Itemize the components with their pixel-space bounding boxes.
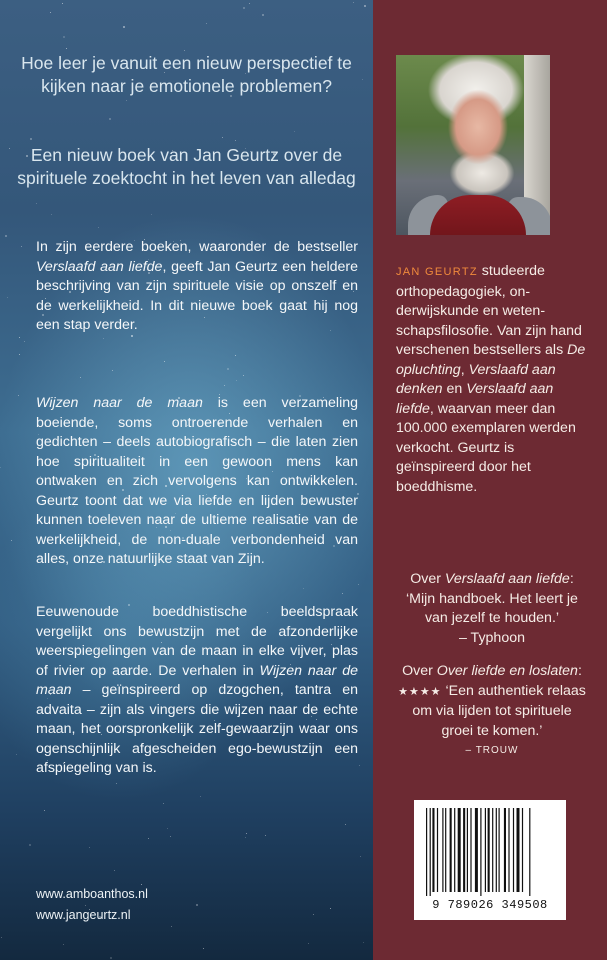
star: [151, 214, 152, 215]
barcode-bar: [445, 808, 446, 892]
star: [116, 783, 117, 784]
barcode-bar: [513, 808, 514, 892]
barcode-bar: [529, 808, 530, 896]
star: [345, 824, 346, 825]
author-url[interactable]: www.jangeurtz.nl: [36, 908, 131, 922]
star: [148, 838, 149, 839]
star: [63, 944, 64, 945]
barcode-bar: [437, 808, 438, 892]
star: [44, 810, 45, 811]
star: [358, 584, 359, 585]
author-name: JAN GEURTZ: [396, 266, 478, 278]
barcode-bar: [442, 808, 443, 892]
star: [18, 395, 19, 396]
barcode-bar: [432, 808, 434, 892]
publisher-url[interactable]: www.amboanthos.nl: [36, 887, 148, 901]
star: [123, 26, 125, 28]
star: [29, 844, 31, 846]
star: [184, 50, 185, 51]
star: [303, 588, 304, 589]
star: [206, 23, 207, 24]
star: [235, 140, 236, 141]
star: [364, 5, 366, 7]
star: [224, 385, 225, 386]
star: [170, 836, 171, 837]
barcode-bars: [424, 808, 556, 896]
barcode: [414, 800, 566, 920]
star-rating-icon: ★★★★: [398, 685, 442, 698]
barcode-bar: [499, 808, 500, 892]
barcode-bar: [492, 808, 493, 892]
barcode-bar: [450, 808, 452, 892]
star: [246, 833, 247, 834]
book-title: Wijzen naar de maan: [36, 662, 358, 698]
star: [11, 540, 12, 541]
star: [359, 765, 360, 766]
star: [109, 118, 111, 120]
barcode-bar: [463, 808, 465, 892]
author-bio: JAN GEURTZ studeerde orthopedagogiek, onderwijskunde en wetenschapsfilosofie. Van zijn hand verschenen bestsellers als De opluchting, Verslaafd aan denken en Verslaafd aan liefde, waarvan meer dan 100.000 exemplaren werden verkocht. Geurtz is geïnspireerd door het boeddhisme.: [396, 263, 586, 495]
star: [114, 870, 115, 871]
star: [63, 36, 65, 38]
star: [30, 138, 32, 140]
star: [112, 370, 113, 371]
barcode-bar: [488, 808, 490, 892]
star: [171, 926, 172, 927]
star: [363, 942, 364, 943]
barcode-bar: [458, 808, 461, 892]
star: [249, 3, 250, 4]
star: [16, 754, 17, 755]
quote-text: ‘Een authentiek relaas om via lijden tot spirituele groei te komen.’: [412, 682, 586, 739]
author-photo: [396, 55, 550, 235]
barcode-bar: [475, 808, 478, 892]
barcode-bar: [522, 808, 523, 892]
website-links: [36, 884, 148, 926]
barcode-bar: [426, 808, 427, 896]
star: [245, 837, 246, 838]
star: [243, 375, 244, 376]
star: [0, 467, 1, 468]
star: [262, 14, 264, 16]
star: [164, 361, 165, 362]
barcode-bar: [467, 808, 468, 892]
star: [294, 131, 295, 132]
star: [1, 937, 2, 938]
star: [227, 368, 229, 370]
star: [21, 246, 22, 247]
barcode-bar: [480, 808, 481, 896]
review-quote-typhoon: Over Verslaafd aan liefde: ‘Mijn handboek. Het leert je van jezelf te houden.’ – Typhoon: [396, 570, 588, 648]
star: [19, 354, 20, 355]
star: [103, 338, 104, 339]
paragraph-imagery: Eeuwenoude boeddhistische beeldspraak vergelijkt ons bewustzijn met de afzonderlijke weerspiegelingen van de maan in elke vijver, plas of rivier op aarde. De verhalen in Wijzen naar de maan – geïnspireerd op dzogchen, tantra en advaita – zijn als vingers die wijzen naar de echte maan, het oorspronkelijk zelf-gewaarzijn waar ons ogenschijnlijk afgescheiden ego-bewustzijn een afspiegeling van is.: [36, 604, 358, 776]
barcode-bar: [517, 808, 520, 892]
barcode-bar: [504, 808, 506, 892]
book-title: Wijzen naar de maan: [36, 395, 203, 411]
star: [265, 835, 266, 836]
review-quote-trouw: Over Over liefde en loslaten: ★★★★ ‘Een authentiek relaas om via lijden tot spirituele groei te komen.’ – TROUW: [396, 662, 588, 761]
paragraph-description: Wijzen naar de maan is een verzameling boeiende, soms ontroerende verhalen en gedichten – deels autobiografisch – die laten zien hoe spiritualiteit in een gewoon mens kan ontwaken en zich vervolgens kan ontwikkelen. Geurtz toont dat we via liefde en lijden bewuster kunnen toeleven naar de ultieme realisatie van de werkelijkheid, de non-duale verbondenheid van alles, onze natuurlijke staat van Zijn.: [36, 395, 359, 567]
star: [196, 904, 198, 906]
tagline-question: Hoe leer je vanuit een nieuw perspectief te kijken naar je emotionele problemen?: [21, 53, 352, 96]
quote-source: – TROUW: [465, 745, 519, 756]
star: [66, 48, 67, 49]
star: [24, 341, 25, 342]
book-title: Verslaafd aan liefde: [36, 258, 163, 275]
star: [5, 235, 7, 237]
paragraph-intro: In zijn eerdere boeken, waaronder de bestseller Verslaafd aan liefde, geeft Jan Geurtz een heldere beschrijving van zijn spirituele visie op onszelf en de werkelijkheid. In dit nieuwe boek gaat hij nog een stap verder.: [36, 239, 359, 333]
barcode-bar: [508, 808, 509, 892]
star: [98, 227, 99, 228]
star: [235, 355, 236, 356]
tagline-subtitle: Een nieuw boek van Jan Geurtz over de spirituele zoektocht in het leven van alledag: [17, 145, 356, 188]
barcode-bar: [454, 808, 455, 892]
quote-text: ‘Mijn handboek. Het leert je van jezelf te houden.’: [406, 590, 578, 626]
star: [222, 137, 223, 138]
star: [163, 803, 164, 804]
barcode-bar: [496, 808, 497, 892]
star: [126, 100, 127, 101]
star: [243, 7, 245, 9]
star: [7, 297, 8, 298]
quote-source: – Typhoon: [458, 629, 525, 646]
barcode-bar: [470, 808, 471, 892]
star: [308, 943, 309, 944]
star: [51, 214, 52, 215]
star: [330, 908, 331, 909]
barcode-bar: [485, 808, 486, 892]
barcode-bar: [430, 808, 431, 896]
star: [167, 828, 168, 829]
star: [200, 796, 201, 797]
star: [203, 948, 204, 949]
star: [19, 337, 20, 338]
star: [62, 3, 63, 4]
star: [360, 856, 361, 857]
star: [236, 380, 237, 381]
star: [89, 847, 90, 848]
star: [110, 957, 112, 959]
star: [50, 12, 51, 13]
star: [342, 593, 343, 594]
star: [353, 2, 354, 3]
star: [131, 335, 133, 337]
star: [80, 377, 81, 378]
star: [36, 203, 37, 204]
star: [313, 914, 314, 915]
isbn-number: 9 789026 349508: [432, 898, 548, 912]
